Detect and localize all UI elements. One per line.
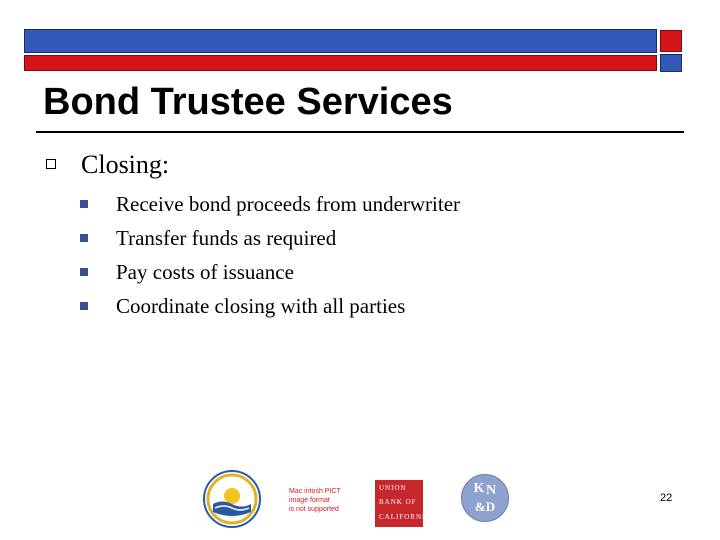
square-bullet-icon [80,302,88,310]
slide-title: Bond Trustee Services [43,81,453,123]
knd-letter: K [473,481,485,496]
knd-letter: &D [474,499,496,514]
hollow-square-bullet-icon [46,159,56,169]
knd-logo [461,474,509,522]
sub-bullet-text: Transfer funds as required [116,226,337,250]
missing-image-placeholder [289,487,339,523]
square-bullet-icon [80,234,88,242]
sub-bullet-text: Receive bond proceeds from underwriter [116,192,461,216]
square-bullet-icon [80,268,88,276]
header-bar-blue [24,29,657,53]
missing-image-line: is not supported [289,506,339,513]
bank-logo-line: UNION [379,484,407,492]
page-number: 22 [660,492,673,504]
missing-image-line: Mac intosh PICT [289,488,341,495]
header-square-red [660,30,682,52]
title-underline [36,131,684,133]
seal-logo [203,470,261,528]
sub-bullet-text: Coordinate closing with all parties [116,294,406,318]
header-bar-red [24,55,657,71]
bank-logo-line: CALIFORNIA [379,513,432,521]
square-bullet-icon [80,200,88,208]
missing-image-line: image format [289,497,330,504]
knd-letter: N [485,483,497,498]
union-bank-logo [375,480,432,527]
bank-logo-line: BANK OF [379,498,417,506]
sub-bullet-text: Pay costs of issuance [116,260,294,284]
header-square-blue [660,54,682,72]
bullet-text: Closing: [81,150,170,179]
